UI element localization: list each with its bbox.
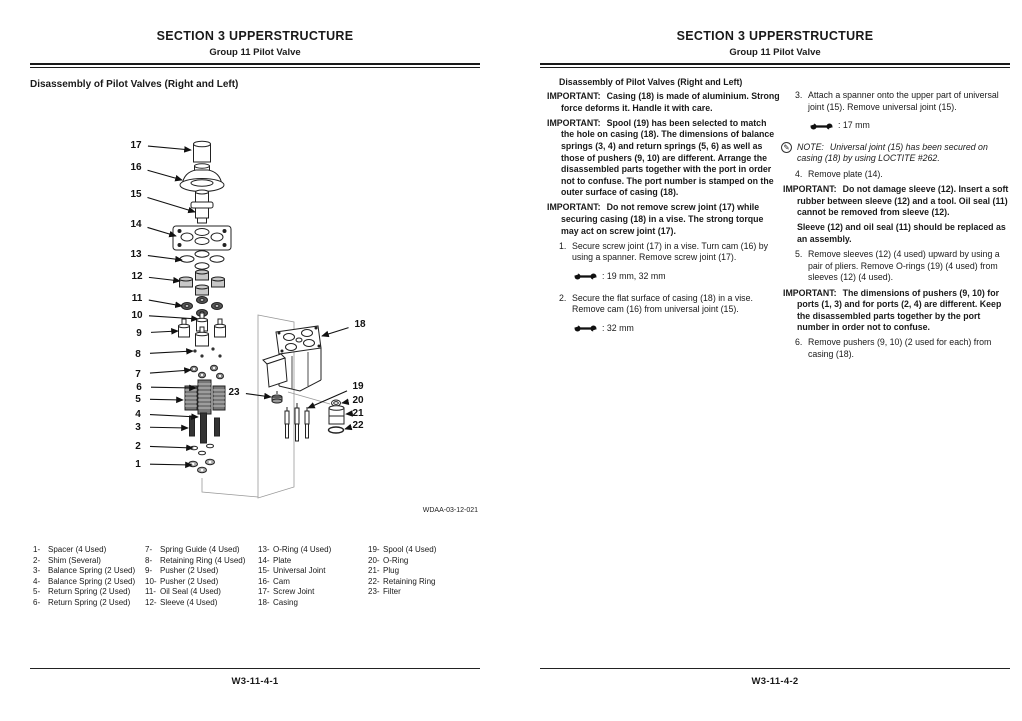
callout-arrow-13 [148,256,182,260]
part-sleeves-12 [180,270,225,295]
callout-7: 7 [135,369,141,381]
important-text: The dimensions of pushers (9, 10) for ports (1, 3) and for ports (2, 4) are different. Keep the disassembled parts together by the port number in order not to confuse. [797,287,1002,333]
callout-arrow-11 [149,300,182,306]
group-title: Group 11 Pilot Valve [729,47,821,58]
part-number: 13- [258,545,270,554]
footer-rule [540,668,1010,669]
important-label: IMPORTANT: [783,184,837,195]
part-name: Plate [273,555,292,565]
part-spacers-1 [189,459,215,473]
part-entry [33,577,135,586]
callout-arrow-15 [147,198,195,212]
part-plug-21 [329,406,344,424]
part-name: Spool (4 Used) [383,545,437,554]
page-left [30,20,480,712]
callout-arrow-18 [322,328,349,336]
important-text: Do not damage sleeve (12). Insert a soft rubber between sleeve (12) and a tool. Oil seal (11) cannot be removed from sleeve (12). [797,184,1009,218]
callout-arrow-3 [150,427,188,428]
part-number: 20- [368,555,380,565]
part-number: 8- [145,555,153,565]
part-entry [368,577,436,586]
callout-23: 23 [228,387,240,399]
note-label: NOTE: [797,141,824,152]
important-paragraph [547,202,780,237]
part-number: 10- [145,576,157,586]
callout-22: 22 [352,420,364,432]
part-number: 16- [258,576,270,586]
part-entry [258,577,331,586]
part-screw-joint-17 [194,141,211,162]
callout-arrow-16 [148,170,182,180]
page-right [540,20,1010,712]
page-number: W3-11-4-1 [231,676,279,687]
part-number: 1- [33,545,41,554]
part-name: Shim (Several) [48,555,101,565]
part-entry [258,545,331,554]
step-text: Remove pushers (9, 10) (2 used for each) from casing (18). [808,337,992,360]
part-entry [145,566,245,575]
part-entry [368,566,436,575]
part-entry [145,598,245,607]
spanner-icon [810,122,833,131]
part-o-rings-13 [180,251,224,269]
step-text: Secure the flat surface of casing (18) in a vise. Remove cam (16) from universal joint (15). [572,292,753,315]
part-retaining-rings-8 [193,347,221,357]
tool-size-text: : 17 mm [838,120,870,131]
footer-rule [30,668,480,669]
step-text: Secure screw joint (17) in a vise. Turn cam (16) by using a spanner. Remove screw joint (17). [572,240,769,263]
callout-21: 21 [352,408,364,420]
important-continued: Sleeve (12) and oil seal (11) should be replaced as an assembly. [797,222,1006,245]
parts-column-4 [368,545,436,598]
callout-16: 16 [130,162,142,174]
part-name: Return Spring (2 Used) [48,587,131,597]
callout-arrow-12 [149,277,180,281]
callout-12: 12 [131,271,143,283]
callout-13: 13 [130,249,142,261]
part-entry [33,598,135,607]
page-number: W3-11-4-2 [751,676,799,687]
part-number: 12- [145,597,157,607]
part-number: 18- [258,597,270,607]
callout-arrow-20 [342,402,346,403]
important-paragraph [783,288,1010,334]
part-number: 22- [368,576,380,586]
tool-size-row [810,120,1010,132]
step-text: Remove plate (14). [808,169,883,180]
part-name: Pusher (2 Used) [160,566,219,576]
part-name: Sleeve (4 Used) [160,597,218,607]
part-name: O-Ring (4 Used) [273,545,332,554]
part-shims-2 [191,444,214,455]
part-casing-18 [263,326,321,394]
part-name: Universal Joint [273,566,326,576]
group-title: Group 11 Pilot Valve [209,47,301,58]
parts-list [30,545,480,615]
part-name: Spring Guide (4 Used) [160,545,240,554]
tool-size-row [574,271,780,283]
callout-10: 10 [131,310,143,322]
important-text: Do not remove screw joint (17) while securing casing (18) in a vise. The strong torque may act on screw joint (17). [561,202,764,236]
callout-11: 11 [131,293,143,305]
part-spring-guides-7 [191,365,224,379]
important-text: Spool (19) has been selected to match the hole on casing (18). The dimensions of balance springs (3, 4) and return springs (5, 6) as well as those of pushers (9, 10) are different. Arrange the disassembled parts together with the port in order not to confuse. The port number is stamped on the outer surface of casing (18). [561,117,775,198]
note-paragraph [783,141,1010,165]
note-text: Universal joint (15) has been secured on casing (18) by using LOCTITE #262. [797,141,988,164]
section-title: SECTION 3 UPPERSTRUCTURE [156,29,354,43]
part-name: Pusher (2 Used) [160,576,219,586]
part-plate-14 [173,226,231,250]
step-text: Attach a spanner onto the upper part of universal joint (15). Remove universal joint (15). [808,90,999,112]
part-filter-23 [272,395,282,403]
step-item [559,241,780,264]
page-title: Disassembly of Pilot Valves (Right and Left) [559,77,743,87]
callout-18: 18 [354,319,366,331]
part-entry [368,545,436,554]
callout-20: 20 [352,395,364,407]
part-entry [368,556,436,565]
part-name: Balance Spring (2 Used) [48,566,136,576]
part-name: Plug [383,566,400,576]
part-number: 21- [368,566,380,576]
part-entry [145,587,245,596]
part-number: 6- [33,597,41,607]
step-text: Remove sleeves (12) (4 used) upward by using a pair of pliers. Remove O-rings (19) (4 used) from sleeves (12) (4 used). [808,249,1000,283]
part-number: 2- [33,555,41,565]
callout-6: 6 [136,382,142,394]
callout-arrow-9 [151,331,178,332]
step-item [795,249,1010,284]
step-item [795,337,1010,360]
part-entry [368,587,436,596]
part-entry [258,566,331,575]
step-item [795,169,1010,181]
pilot-valve-figure [30,120,480,520]
text-column-left [547,91,780,344]
header-rule [30,63,480,68]
part-name: Oil Seal (4 Used) [160,587,221,597]
callout-17: 17 [130,140,142,152]
step-item [795,90,1010,113]
tool-size-text: : 32 mm [602,322,634,333]
callout-arrow-8 [150,351,193,353]
part-name: Retaining Ring [383,576,436,586]
part-number: 4- [33,576,41,586]
callout-9: 9 [136,328,142,340]
header-rule [540,63,1010,68]
tool-size-text: : 19 mm, 32 mm [602,271,666,282]
callout-4: 4 [135,409,141,421]
part-name: O-Ring [383,555,409,565]
part-number: 19- [368,545,380,554]
part-entry [33,587,135,596]
part-number: 7- [145,545,153,554]
part-number: 5- [33,587,41,597]
part-number: 14- [258,555,270,565]
callout-5: 5 [135,394,141,406]
callout-arrow-14 [147,227,176,236]
parts-column-3 [258,545,331,609]
part-name: Retaining Ring (4 Used) [160,555,246,565]
spanner-icon [574,272,597,281]
callout-arrow-23 [246,394,271,397]
exploded-diagram [30,120,480,520]
part-entry [258,587,331,596]
spanner-icon [574,324,597,333]
callout-1: 1 [135,459,141,471]
part-spools-19 [285,403,309,441]
callout-arrow-10 [149,316,198,319]
step-number: 1. [559,240,567,251]
part-entry [258,556,331,565]
callout-arrow-7 [150,370,191,373]
part-name: Casing [273,597,298,607]
callout-15: 15 [130,189,142,201]
important-label: IMPORTANT: [783,287,837,298]
step-number: 3. [795,90,803,100]
part-entry [145,577,245,586]
parts-column-1 [33,545,135,609]
part-number: 9- [145,566,153,576]
part-name: Filter [383,587,401,597]
callout-19: 19 [352,381,364,393]
callout-2: 2 [135,441,141,453]
step-number: 6. [795,337,803,348]
step-number: 4. [795,169,803,180]
section-title: SECTION 3 UPPERSTRUCTURE [676,29,874,43]
part-return-springs-5-6 [185,380,225,414]
callout-8: 8 [135,349,141,361]
callout-arrow-17 [148,146,191,150]
part-entry [145,545,245,554]
part-entry [33,556,135,565]
step-number: 2. [559,292,567,303]
text-column-right [783,90,1010,364]
important-text: Casing (18) is made of aluminium. Strong force deforms it. Handle it with care. [561,91,780,113]
callout-3: 3 [135,422,141,434]
figure-code: WDAA-03-12-021 [422,507,478,514]
part-name: Spacer (4 Used) [48,545,107,554]
step-number: 5. [795,249,803,260]
important-paragraph [547,118,780,199]
important-paragraph [547,91,780,114]
part-entry [33,566,135,575]
part-universal-joint-15 [191,190,213,223]
page-title: Disassembly of Pilot Valves (Right and Left) [30,79,239,90]
callout-14: 14 [130,219,142,231]
part-name: Cam [273,576,290,586]
part-number: 3- [33,566,41,576]
pencil-icon: ✎ [781,142,792,153]
part-name: Return Spring (2 Used) [48,597,131,607]
part-retaining-ring-22 [329,427,344,433]
figure-parts [173,141,344,473]
callout-arrow-2 [150,446,193,448]
part-number: 17- [258,587,270,597]
step-item [559,293,780,316]
callout-arrow-1 [150,464,192,465]
part-cam-16 [180,164,224,192]
important-paragraph [783,184,1010,219]
parts-column-2 [145,545,245,609]
part-entry [33,545,135,554]
part-entry [145,556,245,565]
part-number: 15- [258,566,270,576]
part-o-ring-20 [332,400,341,406]
part-balance-springs-3-4 [190,413,220,443]
callout-arrow-5 [150,399,183,400]
part-entry [258,598,331,607]
part-name: Screw Joint [273,587,315,597]
part-number: 11- [145,587,156,597]
part-name: Balance Spring (2 Used) [48,576,136,586]
important-label: IMPORTANT: [547,117,601,128]
important-label: IMPORTANT: [547,202,601,213]
tool-size-row [574,323,780,335]
important-label: IMPORTANT: [547,91,601,101]
part-number: 23- [368,587,380,597]
